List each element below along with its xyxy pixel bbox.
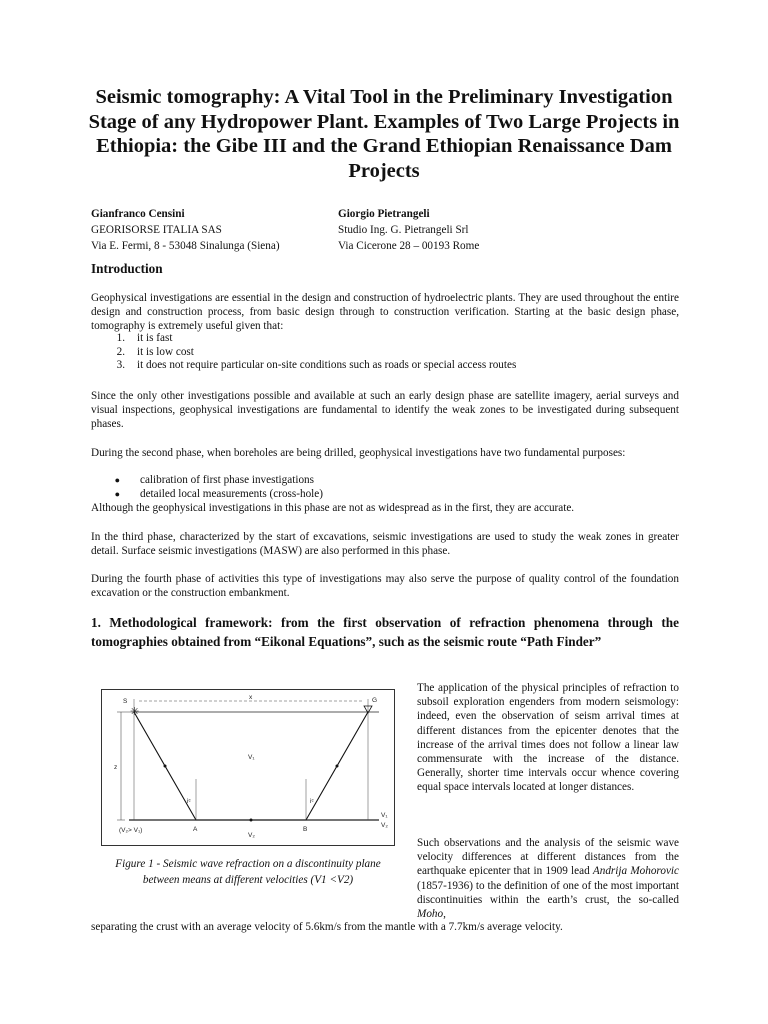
paper-title: Seismic tomography: A Vital Tool in the Preliminary Investigation Stage of any Hydropower Plant. Examples of Two Large Projects in Ethiopia: the Gibe III and the Grand Ethiopian Renaissance Dam Projects [88,86,680,182]
list-item [91,488,323,502]
author-affiliation: Studio Ing. G. Pietrangeli Srl [338,224,469,236]
ray-arrow-down [164,765,167,768]
list-item [91,346,516,360]
label-v1: V₁ [248,754,255,761]
section-1-paragraph-2 [417,836,679,921]
list-item [91,359,516,373]
list-item [91,332,516,346]
intro-paragraph-4: In the third phase, characterized by the start of excavations, seismic investigations are used to study the weak zones in greater detail. Surface seismic investigations (MASW) are also performed in this phase. [91,531,679,557]
label-ic-left: iᶜ [187,798,191,805]
list-number: 1. [116,332,125,344]
author-block-1 [91,206,280,254]
list-number: 2. [116,345,125,358]
author-name: Giorgio Pietrangeli [338,208,430,220]
label-ic-right: iᶜ [310,798,314,805]
intro-paragraph-2: Since the only other investigations possible and available at such an early design phase are satellite imagery, aerial surveys and visual inspections, geophysical investigations are fundamental to identify the weak zones to be investigated during subsequent phases. [91,390,679,430]
label-s: S [123,698,128,705]
refraction-diagram [101,689,395,846]
label-z: z [114,764,118,771]
paragraph-text: Such observations and the analysis of the seismic wave velocity differences at different distances from the earthquake epicenter that in 1909 lead [417,837,679,878]
list-text: it is fast [137,332,173,344]
author-address: Via Cicerone 28 – 00193 Rome [338,240,480,252]
numbered-list [91,332,516,373]
section-1-heading: 1. Methodological framework: from the first observation of refraction phenomena through the tomographies obtained from “Eikonal Equations”, such as the seismic route “Path Finder” [91,615,679,649]
intro-paragraph-5: During the fourth phase of activities this type of investigations may also serve the purpose of quality control of the foundation excavation or the construction embankment. [91,573,679,599]
ray-path [134,712,368,820]
intro-paragraph-3: During the second phase, when boreholes are being drilled, geophysical investigations have two fundamental purposes: [91,447,626,459]
list-text: detailed local measurements (cross-hole) [140,487,323,500]
label-a: A [193,826,198,833]
list-text: it is low cost [137,345,194,358]
list-text: it does not require particular on-site conditions such as roads or special access routes [137,359,517,371]
intro-paragraph-3b: Although the geophysical investigations in this phase are not as widespread as in the first, they are accurate. [91,502,575,514]
label-velocity-condition: (V₂> V₁) [119,827,143,834]
section-1-paragraph-continuation: separating the crust with an average velocity of 5.6km/s from the mantle with a 7.7km/s average velocity. [91,921,563,933]
list-text: calibration of first phase investigations [140,474,314,486]
section-1-paragraph-1: The application of the physical principles of refraction to subsoil exploration engenders from modern seismology: indeed, even the observation of seism arrival times at different distances from the epicenter denotes that the increase of the arrival times does not follow a linear law commensurate with the increase of the distance. Generally, shorter time intervals occur whence covering equal space intervals located at longer distances. [417,682,679,794]
paragraph-text: (1857-1936) to the definition of one of the most important discontinuities within the earth’s crust, the so-called [417,879,679,906]
ray-arrow-along [250,819,253,822]
intro-paragraph-1: Geophysical investigations are essential in the design and construction of hydroelectric plants. They are used throughout the entire design and construction process, from basic design through to construction verification. Starting at the basic design phase, tomography is extremely useful given that: [91,292,679,332]
figure-caption: Figure 1 - Seismic wave refraction on a discontinuity plane between means at different velocities (V1 <V2) [115,858,381,886]
author-affiliation: GEORISORSE ITALIA SAS [91,224,222,236]
label-b: B [303,826,308,833]
bullet-icon: ● [114,475,120,485]
ray-arrow-up [336,765,339,768]
introduction-heading: Introduction [91,261,163,276]
bullet-list [91,474,323,501]
author-name: Gianfranco Censini [91,208,185,220]
author-block-2 [338,206,479,254]
label-x: x [249,694,253,701]
list-item [91,474,323,488]
paragraph-text: , [443,908,446,921]
moho-term: Moho [417,908,444,921]
list-number: 3. [116,359,125,371]
person-name: Andrija Mohorovic [592,865,679,878]
figure-1 [101,689,395,846]
author-address: Via E. Fermi, 8 - 53048 Sinalunga (Siena) [91,240,280,252]
bullet-icon: ● [114,488,120,499]
source-star-icon: ✳ [130,706,140,718]
figure-frame [102,690,395,846]
label-v2: V₂ [248,832,255,839]
label-v1-right: V₁ [381,812,388,819]
label-v2-right: V₂ [381,822,388,829]
label-g: G [372,697,378,704]
